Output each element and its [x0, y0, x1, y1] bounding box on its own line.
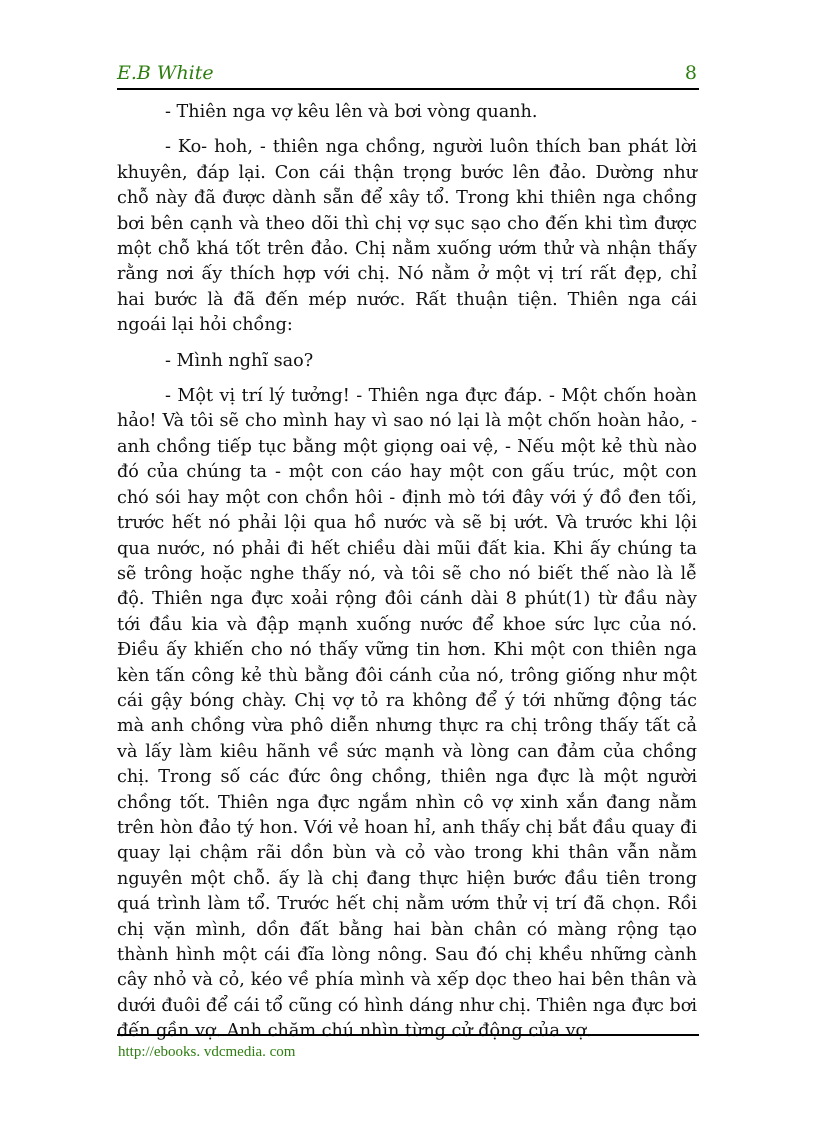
page-header — [117, 58, 699, 90]
body-text — [117, 100, 697, 1055]
header-author: E.B White — [117, 62, 214, 84]
footer-url-link[interactable]: http://ebooks. vdcmedia. com — [118, 1044, 296, 1060]
paragraph: - Mình nghĩ sao? — [165, 350, 314, 371]
paragraph: - Ko- hoh, - thiên nga chồng, người luôn thích ban phát lời khuyên, đáp lại. Con cái thận trọng bước lên đảo. Dường như chỗ này đã được dành sẵn để xây tổ. Trong khi thiên nga chồng bơi bên cạnh và theo dõi thì chị vợ sục sạo cho đến khi tìm được một chỗ khá tốt trên đảo. Chị nằm xuống ướm thử và nhận thấy rằng nơi ấy thích hợp với chị. Nó nằm ở một vị trí rất đẹp, chỉ hai bước là đã đến mép nước. Rất thuận tiện. Thiên nga cái ngoái lại hỏi chồng: — [117, 137, 697, 336]
page-footer — [117, 1034, 699, 1060]
paragraph: - Một vị trí lý tưởng! - Thiên nga đực đáp. - Một chốn hoàn hảo! Và tôi sẽ cho mình hay vì sao nó lại là một chốn hoàn hảo, - anh chồng tiếp tục bằng một giọng oai vệ, - Nếu một kẻ thù nào đó của chúng ta - một con cáo hay một con gấu trúc, một con chó sói hay một con chồn hôi - định mò tới đây với ý đồ đen tối, trước hết nó phải lội qua hồ nước và sẽ bị ướt. Và trước khi lội qua nước, nó phải đi hết chiều dài mũi đất kia. Khi ấy chúng ta sẽ trông hoặc nghe thấy nó, và tôi sẽ cho nó biết thế nào là lễ độ. Thiên nga đực xoải rộng đôi cánh dài 8 phút(1) từ đầu này tới đầu kia và đập mạnh xuống nước để khoe sức lực của nó. Điều ấy khiến cho nó thấy vững tin hơn. Khi một con thiên nga kèn tấn công kẻ thù bằng đôi cánh của nó, trông giống như một cái gậy bóng chày. Chị vợ tỏ ra không để ý tới những động tác mà anh chồng vừa phô diễn nhưng thực ra chị trông thấy tất cả và lấy làm kiêu hãnh về sức mạnh và lòng can đảm của chồng chị. Trong số các đức ông chồng, thiên nga đực là một người chồng tốt. Thiên nga đực ngắm nhìn cô vợ xinh xắn đang nằm trên hòn đảo tý hon. Với vẻ hoan hỉ, anh thấy chị bắt đầu quay đi quay lại chậm rãi dồn bùn và cỏ vào trong khi thân vẫn nằm nguyên một chỗ. ấy là chị đang thực hiện bước đầu tiên trong quá trình làm tổ. Trước hết chị nằm ướm thử vị trí đã chọn. Rồi chị vặn mình, dồn đất bằng hai bàn chân có màng rộng tạo thành hình một cái đĩa lòng nông. Sau đó chị khều những cành cây nhỏ và cỏ, kéo về phía mình và xếp dọc theo hai bên thân và dưới đuôi để cái tổ cũng có hình dáng như chị. Thiên nga đực bơi đến gần vợ. Anh chăm chú nhìn từng cử động của vợ. — [117, 386, 697, 1042]
paragraph: - Thiên nga vợ kêu lên và bơi vòng quanh. — [165, 102, 538, 122]
page-number: 8 — [684, 62, 697, 84]
